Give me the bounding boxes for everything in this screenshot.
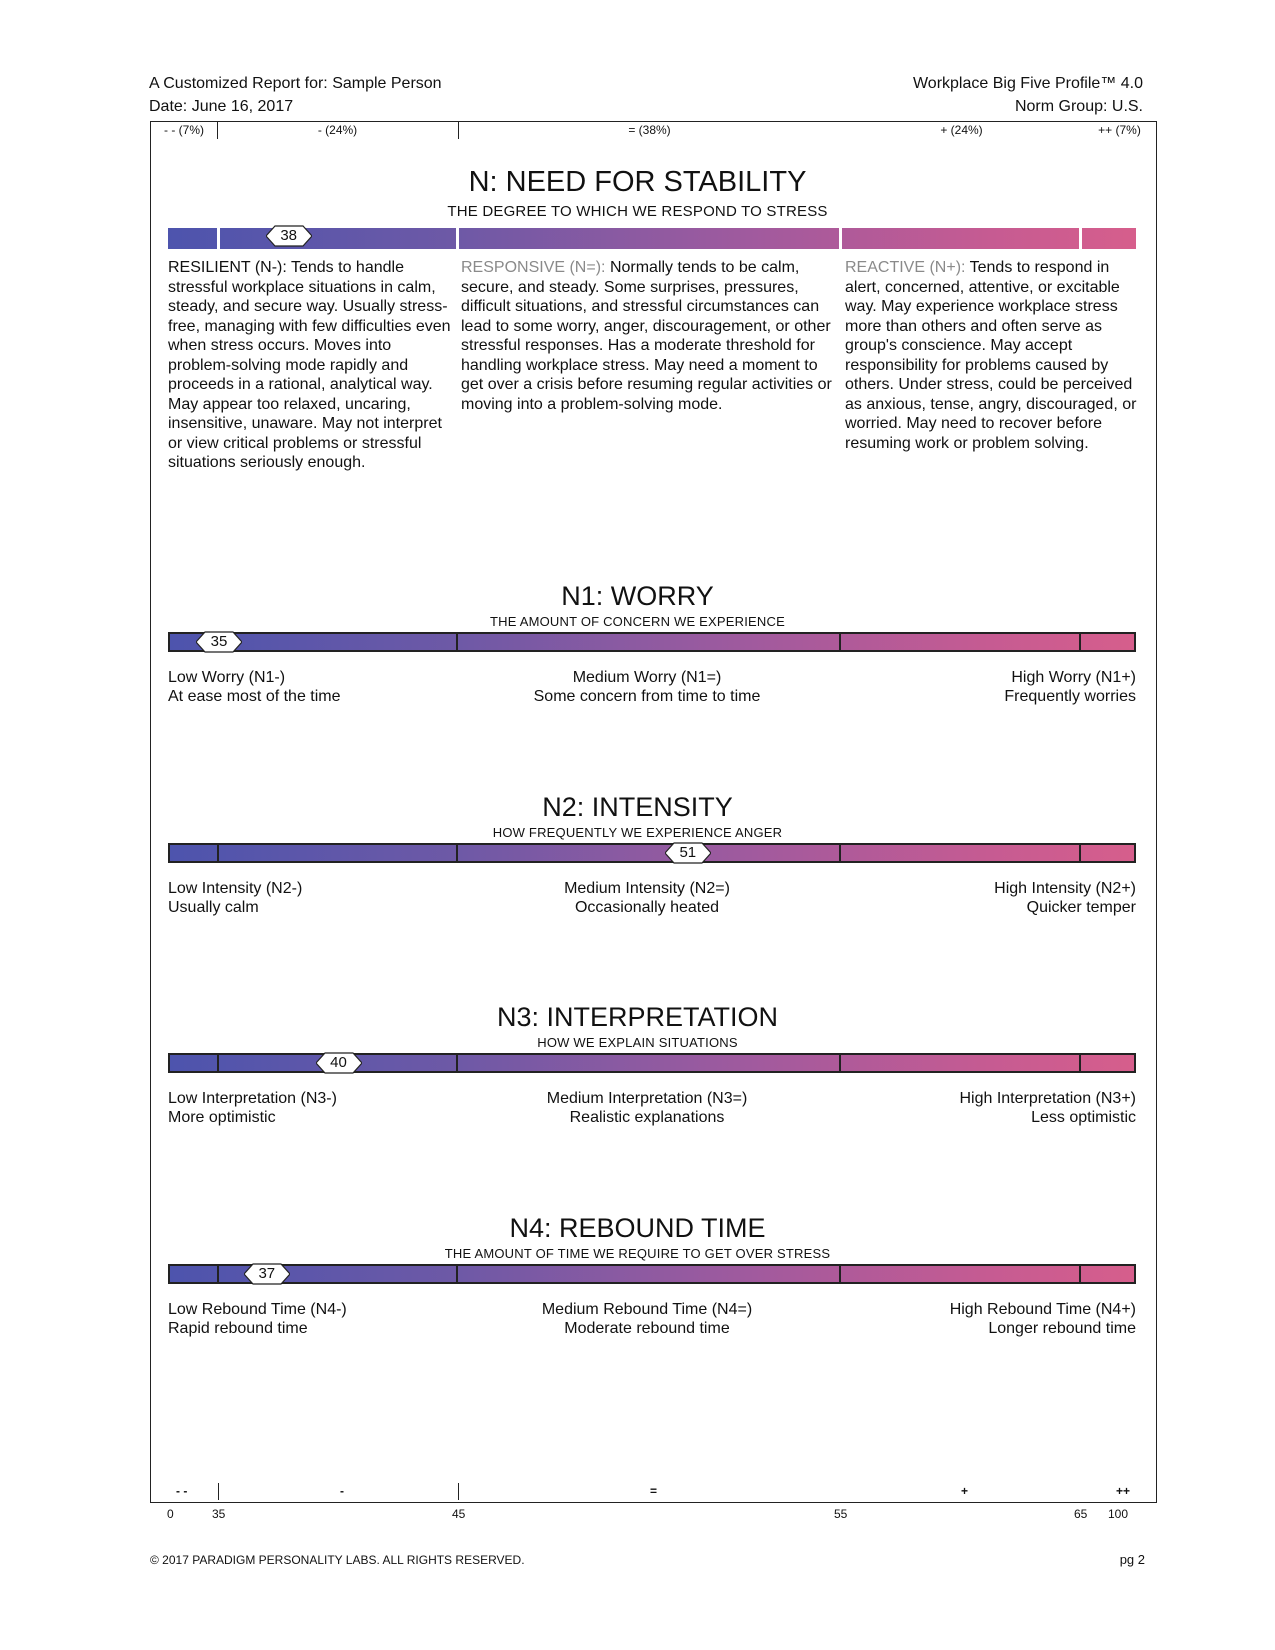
bar-separator bbox=[1079, 845, 1081, 861]
scale-tick: 0 bbox=[167, 1507, 174, 1521]
subtrait-heading bbox=[0, 791, 1275, 841]
subtrait-low-name: Low Intensity (N2-) bbox=[168, 880, 303, 897]
description-high bbox=[845, 258, 1145, 453]
subtrait-subtitle: HOW FREQUENTLY WE EXPERIENCE ANGER bbox=[492, 825, 783, 840]
subtrait-mid bbox=[437, 1300, 857, 1338]
subtrait-high bbox=[994, 879, 1136, 917]
description-low bbox=[168, 258, 453, 473]
scale-tick: 100 bbox=[1108, 1507, 1129, 1521]
score-marker bbox=[266, 225, 312, 247]
page-number: pg 2 bbox=[1119, 1552, 1145, 1567]
subtrait-high-desc: Longer rebound time bbox=[988, 1320, 1136, 1337]
description-low-text: Tends to handle stressful workplace situations in calm, steady, and secure way. Usually stress-free, managing with few difficulties even when stress occurs. Moves into problem-solving mode rapidly and proceeds in a rational, analytical way. May appear too relaxed, uncaring, insensitive, unaware. May not interpret or view critical problems or stressful situations seriously enough. bbox=[168, 259, 451, 471]
subtrait-high-name: High Interpretation (N3+) bbox=[959, 1090, 1136, 1107]
description-mid bbox=[461, 258, 836, 414]
dist-very-low: - - (7%) bbox=[164, 123, 204, 137]
score-value: 38 bbox=[280, 227, 298, 244]
subtrait-mid-desc: Moderate rebound time bbox=[564, 1320, 730, 1337]
subtrait-high-name: High Intensity (N2+) bbox=[994, 880, 1136, 897]
scale-symbol: - bbox=[340, 1484, 344, 1498]
dist-divider bbox=[217, 122, 218, 139]
score-marker bbox=[316, 1052, 362, 1074]
score-value: 51 bbox=[679, 844, 697, 861]
subtrait-subtitle: THE AMOUNT OF TIME WE REQUIRE TO GET OVER STRESS bbox=[444, 1246, 831, 1261]
subtrait-low-desc: At ease most of the time bbox=[168, 688, 341, 705]
bar-separator bbox=[456, 1055, 458, 1071]
subtrait-bar bbox=[168, 1264, 1136, 1284]
description-high-text: Tends to respond in alert, concerned, attentive, or excitable way. May experience workplace stress more than others and often serve as group's conscience. May accept responsibility for problems caused by others. Under stress, could be perceived as anxious, tense, angry, discouraged, or worried. May need to recover before resuming work or problem solving. bbox=[845, 259, 1137, 452]
bar-separator bbox=[456, 845, 458, 861]
score-marker bbox=[665, 842, 711, 864]
report-date: Date: June 16, 2017 bbox=[149, 98, 294, 115]
subtrait-low-desc: Usually calm bbox=[168, 899, 259, 916]
scale-symbol: = bbox=[650, 1484, 658, 1498]
scale-symbol: + bbox=[961, 1484, 969, 1498]
dist-divider bbox=[458, 122, 459, 139]
score-marker bbox=[244, 1263, 290, 1285]
dist-mid: = (38%) bbox=[628, 123, 671, 137]
main-trait-title: N: NEED FOR STABILITY bbox=[468, 166, 807, 198]
description-high-label: REACTIVE (N+): bbox=[845, 259, 966, 276]
subtrait-low bbox=[168, 879, 302, 917]
norm-group: Norm Group: U.S. bbox=[1014, 98, 1143, 115]
subtrait-low-name: Low Rebound Time (N4-) bbox=[168, 1301, 347, 1318]
product-name: Workplace Big Five Profile™ 4.0 bbox=[912, 75, 1143, 92]
subtrait-subtitle: THE AMOUNT OF CONCERN WE EXPERIENCE bbox=[490, 614, 785, 629]
bar-separator bbox=[217, 228, 220, 249]
bar-separator bbox=[217, 1266, 219, 1282]
subtrait-high-name: High Worry (N1+) bbox=[1011, 669, 1136, 686]
subtrait-high-desc: Less optimistic bbox=[1031, 1109, 1136, 1126]
copyright: © 2017 PARADIGM PERSONALITY LABS. ALL RIGHTS RESERVED. bbox=[150, 1553, 525, 1567]
subtrait-high-desc: Quicker temper bbox=[1026, 899, 1136, 916]
scale-divider bbox=[458, 1483, 459, 1500]
score-value: 35 bbox=[210, 633, 228, 650]
subtrait-subtitle: HOW WE EXPLAIN SITUATIONS bbox=[537, 1035, 738, 1050]
subtrait-low bbox=[168, 668, 341, 706]
bar-separator bbox=[217, 1055, 219, 1071]
bar-separator bbox=[839, 1055, 841, 1071]
subtrait-bar bbox=[168, 1053, 1136, 1073]
subtrait-heading bbox=[0, 1212, 1275, 1262]
subtrait-high bbox=[959, 1089, 1136, 1127]
subtrait-low bbox=[168, 1300, 347, 1338]
subtrait-low-desc: More optimistic bbox=[168, 1109, 276, 1126]
scale-symbol: ++ bbox=[1116, 1484, 1131, 1498]
subtrait-mid-desc: Realistic explanations bbox=[569, 1109, 725, 1126]
subtrait-low bbox=[168, 1089, 337, 1127]
subtrait-low-name: Low Interpretation (N3-) bbox=[168, 1090, 337, 1107]
bar-separator bbox=[1079, 1266, 1081, 1282]
subtrait-heading bbox=[0, 1001, 1275, 1051]
scale-tick: 65 bbox=[1074, 1507, 1088, 1521]
bar-separator bbox=[456, 1266, 458, 1282]
subtrait-bar bbox=[168, 843, 1136, 863]
subtrait-mid-name: Medium Rebound Time (N4=) bbox=[541, 1301, 753, 1318]
bar-separator bbox=[1079, 228, 1082, 249]
subtrait-mid-name: Medium Worry (N1=) bbox=[572, 669, 722, 686]
description-mid-label: RESPONSIVE (N=): bbox=[461, 259, 606, 276]
main-trait-bar bbox=[168, 228, 1136, 249]
bar-separator bbox=[1079, 1055, 1081, 1071]
scale-symbol: - - bbox=[176, 1484, 188, 1498]
score-value: 40 bbox=[330, 1054, 347, 1071]
bar-separator bbox=[839, 1266, 841, 1282]
dist-high: + (24%) bbox=[940, 123, 983, 137]
subtrait-high-name: High Rebound Time (N4+) bbox=[949, 1301, 1136, 1318]
subtrait-bar bbox=[168, 632, 1136, 652]
subtrait-low-name: Low Worry (N1-) bbox=[168, 669, 286, 686]
subtrait-high bbox=[950, 1300, 1136, 1338]
subtrait-mid-desc: Some concern from time to time bbox=[533, 688, 761, 705]
subtrait-mid bbox=[437, 879, 857, 917]
subtrait-title: N2: INTENSITY bbox=[542, 792, 733, 822]
subtrait-mid-name: Medium Intensity (N2=) bbox=[564, 880, 730, 897]
score-value: 37 bbox=[258, 1265, 276, 1282]
report-for: A Customized Report for: Sample Person bbox=[149, 75, 442, 92]
subtrait-title: N4: REBOUND TIME bbox=[509, 1213, 766, 1243]
bar-separator bbox=[839, 228, 842, 249]
subtrait-mid-desc: Occasionally heated bbox=[574, 899, 720, 916]
scale-tick: 35 bbox=[212, 1507, 226, 1521]
main-trait-heading bbox=[0, 165, 1275, 221]
subtrait-mid bbox=[437, 1089, 857, 1127]
subtrait-mid-name: Medium Interpretation (N3=) bbox=[546, 1090, 748, 1107]
subtrait-high-desc: Frequently worries bbox=[1004, 688, 1136, 705]
score-marker bbox=[196, 631, 242, 653]
bar-separator bbox=[1079, 634, 1081, 650]
main-trait-subtitle: THE DEGREE TO WHICH WE RESPOND TO STRESS bbox=[447, 203, 828, 220]
bar-separator bbox=[217, 845, 219, 861]
subtrait-high bbox=[1004, 668, 1136, 706]
scale-divider bbox=[218, 1483, 219, 1500]
subtrait-title: N1: WORRY bbox=[561, 581, 714, 611]
subtrait-mid bbox=[437, 668, 857, 706]
bar-separator bbox=[839, 634, 841, 650]
bar-separator bbox=[456, 634, 458, 650]
scale-tick: 45 bbox=[452, 1507, 466, 1521]
dist-very-high: ++ (7%) bbox=[1098, 123, 1141, 137]
scale-tick: 55 bbox=[834, 1507, 848, 1521]
subtrait-title: N3: INTERPRETATION bbox=[496, 1002, 779, 1032]
subtrait-heading bbox=[0, 580, 1275, 630]
description-mid-text: Normally tends to be calm, secure, and steady. Some surprises, pressures, difficult situations, and stressful circumstances can lead to some worry, anger, discouragement, or other stressful responses. Has a moderate threshold for handling workplace stress. May need a moment to get over a crisis before resuming regular activities or moving into a problem-solving mode. bbox=[461, 259, 832, 413]
dist-low: - (24%) bbox=[317, 123, 358, 137]
bar-separator bbox=[839, 845, 841, 861]
bar-separator bbox=[456, 228, 459, 249]
description-low-label: RESILIENT (N-): bbox=[168, 259, 287, 276]
subtrait-low-desc: Rapid rebound time bbox=[168, 1320, 308, 1337]
